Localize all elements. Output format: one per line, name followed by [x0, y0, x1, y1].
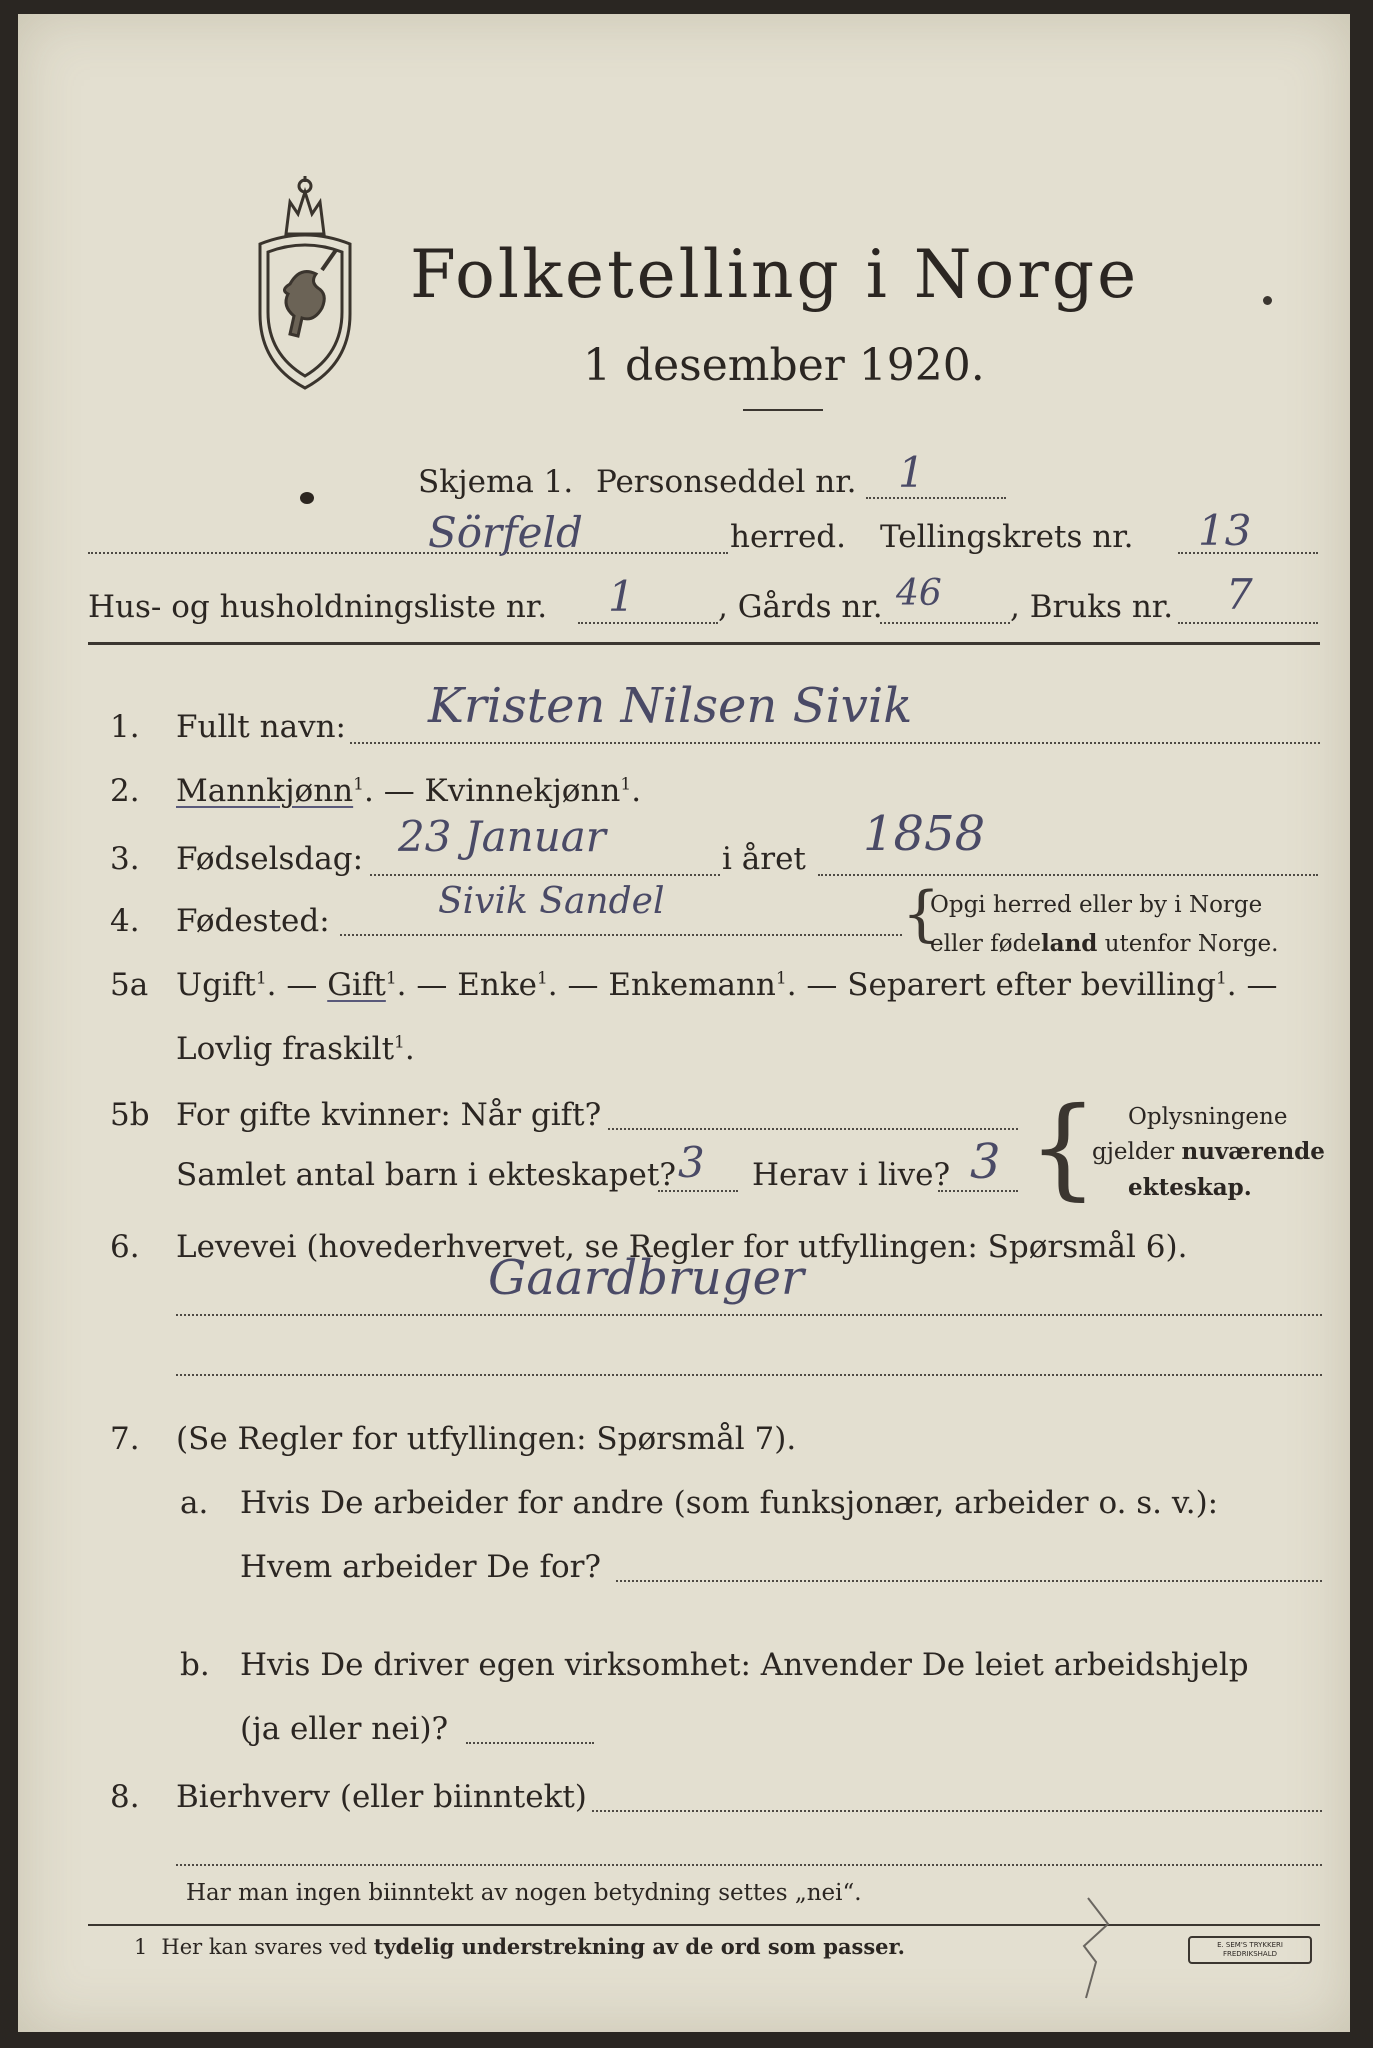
- q5b-note1: Oplysningene: [1128, 1104, 1288, 1130]
- norway-coat-of-arms-icon: [246, 174, 364, 394]
- bruks-label: , Bruks nr.: [1010, 589, 1174, 625]
- q5a-options-cont: Lovlig fraskilt$^1$.: [176, 1031, 415, 1067]
- alive-label: Herav i live?: [752, 1157, 951, 1193]
- birthplace-value[interactable]: Sivik Sandel: [438, 881, 665, 922]
- children-line: [658, 1190, 738, 1192]
- q5b-note3: ekteskap.: [1128, 1174, 1252, 1201]
- footnote-divider: [88, 1924, 1320, 1926]
- enkemann-option[interactable]: Enkemann: [608, 967, 776, 1003]
- q7-number: 7.: [110, 1421, 140, 1457]
- bruks-value[interactable]: 7: [1226, 570, 1253, 619]
- children-label: Samlet antal barn i ekteskapet?: [176, 1157, 676, 1193]
- q5a-options: Ugift$^1$. — Gift$^1$. — Enke$^1$. — Enkemann$^1$. — Separert efter bevilling$^1$. —: [176, 967, 1278, 1003]
- bruks-line: [1178, 622, 1318, 624]
- q7a-letter: a.: [180, 1485, 209, 1521]
- ink-spot: [300, 492, 314, 504]
- side-income-line-1: [592, 1810, 1322, 1812]
- personseddel-label: Personseddel nr.: [596, 464, 857, 500]
- year-label: i året: [722, 841, 806, 877]
- q1-line: [350, 742, 1320, 744]
- occupation-line-1: [176, 1314, 1322, 1316]
- occupation-line-2: [176, 1374, 1322, 1376]
- q4-brace: {: [902, 879, 941, 949]
- q5b-note2: gjelder nuværende: [1092, 1138, 1325, 1165]
- separert-option[interactable]: Separert efter bevilling: [847, 967, 1216, 1003]
- personseddel-line: [866, 497, 1006, 499]
- q6-label: Levevei (hovederhvervet, se Regler for utfyllingen: Spørsmål 6).: [176, 1229, 1188, 1265]
- employer-line: [616, 1580, 1322, 1582]
- female-option[interactable]: Kvinnekjønn: [424, 773, 621, 809]
- q2-options: Mannkjønn$^1$. — Kvinnekjønn$^1$.: [176, 773, 642, 809]
- enke-option[interactable]: Enke: [457, 967, 537, 1003]
- children-value[interactable]: 3: [678, 1138, 705, 1187]
- q2-number: 2.: [110, 773, 140, 809]
- birthday-line: [370, 874, 720, 876]
- q4-number: 4.: [110, 903, 140, 939]
- male-option[interactable]: Mannkjønn: [176, 773, 354, 809]
- q1-label: Fullt navn:: [176, 709, 346, 745]
- birthplace-line: [340, 934, 902, 936]
- q3-number: 3.: [110, 841, 140, 877]
- personseddel-value[interactable]: 1: [898, 448, 925, 497]
- q5b-brace: {: [1028, 1083, 1098, 1211]
- q7a-question: Hvem arbeider De for?: [240, 1549, 602, 1585]
- married-date-line: [608, 1128, 1018, 1130]
- header-divider: [88, 642, 1320, 645]
- q1-full-name-value[interactable]: Kristen Nilsen Sivik: [428, 678, 913, 734]
- q5a-number: 5a: [110, 967, 149, 1003]
- hired-help-line: [466, 1742, 594, 1744]
- q7a-text: Hvis De arbeider for andre (som funksjonær, arbeider o. s. v.):: [240, 1485, 1219, 1521]
- herred-line: [88, 552, 728, 554]
- ugift-option[interactable]: Ugift: [176, 967, 256, 1003]
- form-date: 1 desember 1920.: [583, 340, 985, 391]
- side-income-line-2: [176, 1864, 1322, 1866]
- herred-value[interactable]: Sörfeld: [428, 508, 583, 557]
- q7-label: (Se Regler for utfyllingen: Spørsmål 7).: [176, 1421, 797, 1457]
- q5b-label: For gifte kvinner: Når gift?: [176, 1097, 602, 1133]
- lovlig-fraskilt-option[interactable]: Lovlig fraskilt: [176, 1031, 395, 1067]
- alive-line: [938, 1190, 1018, 1192]
- q5b-number: 5b: [110, 1097, 150, 1133]
- pencil-mark-icon: [1068, 1894, 1128, 2004]
- husholdningsliste-line: [578, 622, 718, 624]
- form-title: Folketelling i Norge: [410, 236, 1140, 313]
- tellingskrets-label: Tellingskrets nr.: [880, 519, 1134, 555]
- q7b-letter: b.: [180, 1647, 210, 1683]
- gift-option[interactable]: Gift: [327, 967, 386, 1003]
- q4-note-line1: Opgi herred eller by i Norge: [930, 892, 1263, 918]
- q6-number: 6.: [110, 1229, 140, 1265]
- q3-label: Fødselsdag:: [176, 841, 364, 877]
- printer-stamp: E. SEM'S TRYKKERI FREDRIKSHALD: [1188, 1936, 1312, 1964]
- q4-label: Fødested:: [176, 903, 330, 939]
- q8-number: 8.: [110, 1779, 140, 1815]
- q1-number: 1.: [110, 709, 140, 745]
- gards-label: , Gårds nr.: [718, 589, 883, 625]
- husholdningsliste-value[interactable]: 1: [608, 572, 635, 621]
- alive-value[interactable]: 3: [970, 1134, 1001, 1190]
- tellingskrets-value[interactable]: 13: [1198, 506, 1252, 555]
- occupation-value[interactable]: Gaardbruger: [488, 1250, 804, 1306]
- title-divider: [743, 409, 823, 411]
- gards-line: [880, 622, 1010, 624]
- footnote: 1 Her kan svares ved tydelig understrekning av de ord som passer.: [134, 1934, 905, 1959]
- q8-note: Har man ingen biinntekt av nogen betydning settes „nei“.: [186, 1880, 862, 1906]
- birth-year-value[interactable]: 1858: [863, 806, 986, 862]
- q7b-text: Hvis De driver egen virksomhet: Anvender De leiet arbeidshjelp: [240, 1647, 1249, 1683]
- skjema-label: Skjema 1.: [418, 464, 574, 500]
- herred-label: herred.: [730, 519, 846, 555]
- q4-note-line2: eller fødeland utenfor Norge.: [930, 930, 1279, 957]
- husholdningsliste-label: Hus- og husholdningsliste nr.: [88, 589, 548, 625]
- birthday-value[interactable]: 23 Januar: [398, 812, 606, 861]
- q7b-question: (ja eller nei)?: [240, 1711, 449, 1747]
- year-line: [818, 874, 1318, 876]
- decorative-dot: [1263, 296, 1272, 305]
- census-form-sheet: [18, 14, 1350, 2032]
- q8-label: Bierhverv (eller biinntekt): [176, 1779, 587, 1815]
- gards-value[interactable]: 46: [896, 573, 942, 614]
